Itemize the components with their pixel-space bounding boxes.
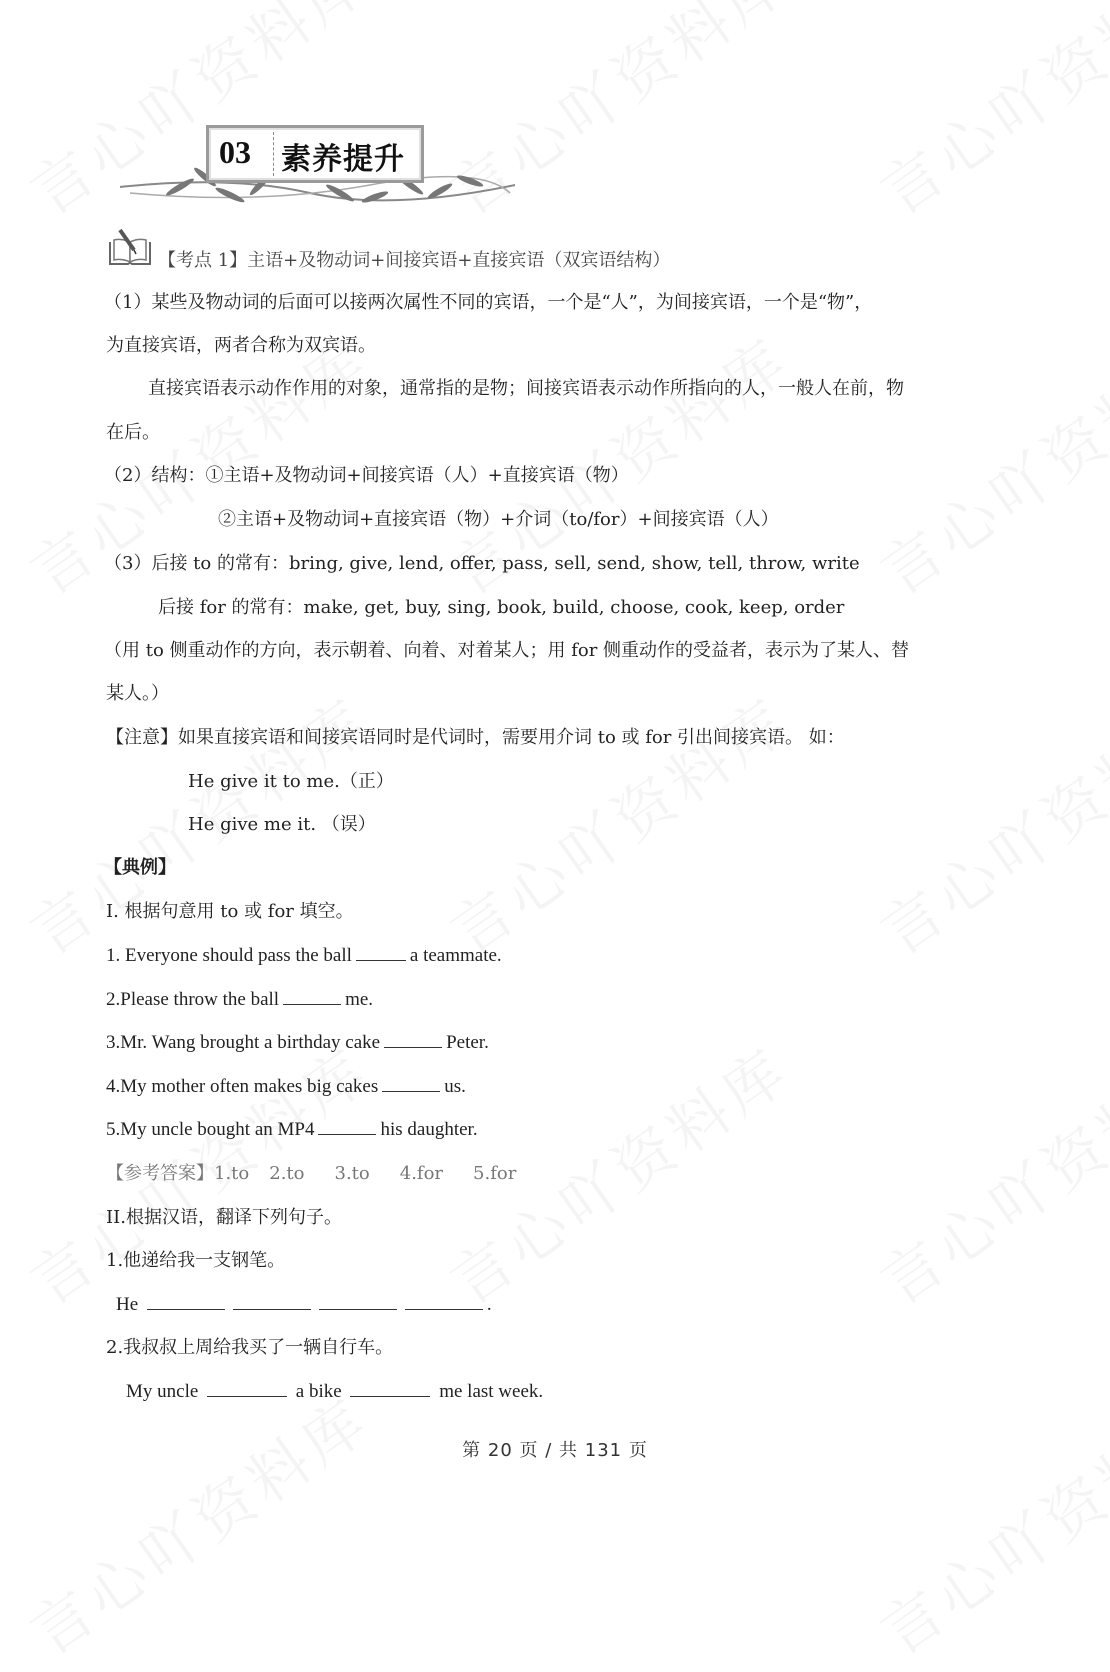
for-verbs-line: 后接 for 的常有：make, get, buy, sing, book, build, choose, cook, keep, order: [158, 597, 845, 618]
exercise-item: [106, 988, 373, 1012]
banner-number: 03: [219, 134, 251, 170]
banner-divider: [273, 132, 274, 176]
answer-blank[interactable]: [283, 988, 341, 1005]
part2-title: II.根据汉语，翻译下列句子。: [106, 1207, 342, 1228]
answer: 2.to: [269, 1163, 305, 1184]
example-correct: He give it to me.（正）: [188, 771, 394, 792]
item-text: 4.My mother often makes big cakes: [106, 1076, 379, 1097]
paragraph-line: （1）某些及物动词的后面可以接两次属性不同的宾语，一个是“人”，为间接宾语，一个是“物”，: [104, 292, 873, 313]
example-wrong: He give me it. （误）: [188, 814, 376, 835]
answer-text: a bike: [295, 1381, 342, 1402]
exercise-item: [106, 944, 502, 968]
answer-blank[interactable]: [405, 1293, 483, 1310]
item-text: 5.My uncle bought an MP4: [106, 1119, 315, 1140]
item-text: 1. Everyone should pass the ball: [106, 945, 352, 966]
watermark: [861, 1374, 1110, 1672]
item-text: me.: [345, 989, 374, 1010]
page-number: 第 20 页 / 共 131 页: [462, 1440, 648, 1461]
answer: 1.to: [214, 1163, 250, 1184]
paragraph-line: 直接宾语表示动作作用的对象，通常指的是物；间接宾语表示动作所指向的人，一般人在前，物: [148, 378, 904, 399]
structure-line: （2）结构：①主语+及物动词+间接宾语（人）+直接宾语（物）: [104, 465, 629, 486]
answer-blank[interactable]: [356, 944, 406, 961]
watermark: [861, 314, 1110, 612]
structure-line: ②主语+及物动词+直接宾语（物）+介词（to/for）+间接宾语（人）: [218, 509, 779, 530]
translation-question: 2.我叔叔上周给我买了一辆自行车。: [106, 1337, 394, 1358]
exercise-item: [106, 1075, 466, 1099]
answer-blank[interactable]: [382, 1075, 440, 1092]
answer-blank[interactable]: [318, 1118, 376, 1135]
translation-answer: [126, 1380, 543, 1404]
item-text: a teammate.: [409, 945, 502, 966]
answer-blank[interactable]: [319, 1293, 397, 1310]
to-verbs-line: （3）后接 to 的常有：bring, give, lend, offer, pass, sell, send, show, tell, throw, write: [104, 553, 860, 574]
answer-blank[interactable]: [207, 1380, 287, 1397]
section-heading: 【考点 1】主语+及物动词+间接宾语+直接宾语（双宾语结构）: [158, 250, 671, 271]
book-pencil-icon: [106, 228, 154, 268]
note-line: 某人。）: [106, 683, 169, 704]
examples-heading: 【典例】: [104, 857, 176, 878]
exercise-item: [106, 1031, 489, 1055]
answer-text: me last week.: [439, 1381, 544, 1402]
paragraph-line: 为直接宾语，两者合称为双宾语。: [106, 335, 376, 356]
item-text: his daughter.: [380, 1119, 478, 1140]
answer: 3.to: [334, 1163, 370, 1184]
translation-question: 1.他递给我一支钢笔。: [106, 1250, 286, 1271]
part1-title: I. 根据句意用 to 或 for 填空。: [106, 901, 354, 922]
item-text: Peter.: [446, 1032, 489, 1053]
banner-box: [206, 125, 424, 183]
answer-blank[interactable]: [233, 1293, 311, 1310]
banner-title: 素养提升: [281, 142, 405, 177]
item-text: 3.Mr. Wang brought a birthday cake: [106, 1032, 381, 1053]
exercise-item: [106, 1118, 478, 1142]
answer: 5.for: [473, 1163, 517, 1184]
watermark: [861, 0, 1110, 232]
answer: 4.for: [399, 1163, 444, 1184]
answer-blank[interactable]: [350, 1380, 430, 1397]
paragraph-line: 在后。: [106, 422, 160, 443]
answers-label: 【参考答案】: [106, 1163, 214, 1184]
answers-line: [106, 1162, 516, 1186]
item-text: 2.Please throw the ball: [106, 989, 280, 1010]
answer-text: .: [486, 1294, 492, 1315]
answer-blank[interactable]: [384, 1031, 442, 1048]
answer-text: He: [116, 1294, 139, 1315]
note-line: （用 to 侧重动作的方向，表示朝着、向着、对着某人；用 for 侧重动作的受益者，表示为了某人、替: [104, 640, 910, 661]
attention-line: 【注意】如果直接宾语和间接宾语同时是代词时，需要用介词 to 或 for 引出间接宾语。 如：: [106, 727, 845, 748]
watermark: [11, 1374, 385, 1672]
answer-blank[interactable]: [147, 1293, 225, 1310]
section-banner: [110, 115, 520, 215]
watermark: [861, 1024, 1110, 1322]
watermark: [431, 674, 805, 972]
item-text: us.: [444, 1076, 466, 1097]
translation-answer: [116, 1293, 492, 1317]
answer-text: My uncle: [126, 1381, 199, 1402]
watermark: [861, 674, 1110, 972]
